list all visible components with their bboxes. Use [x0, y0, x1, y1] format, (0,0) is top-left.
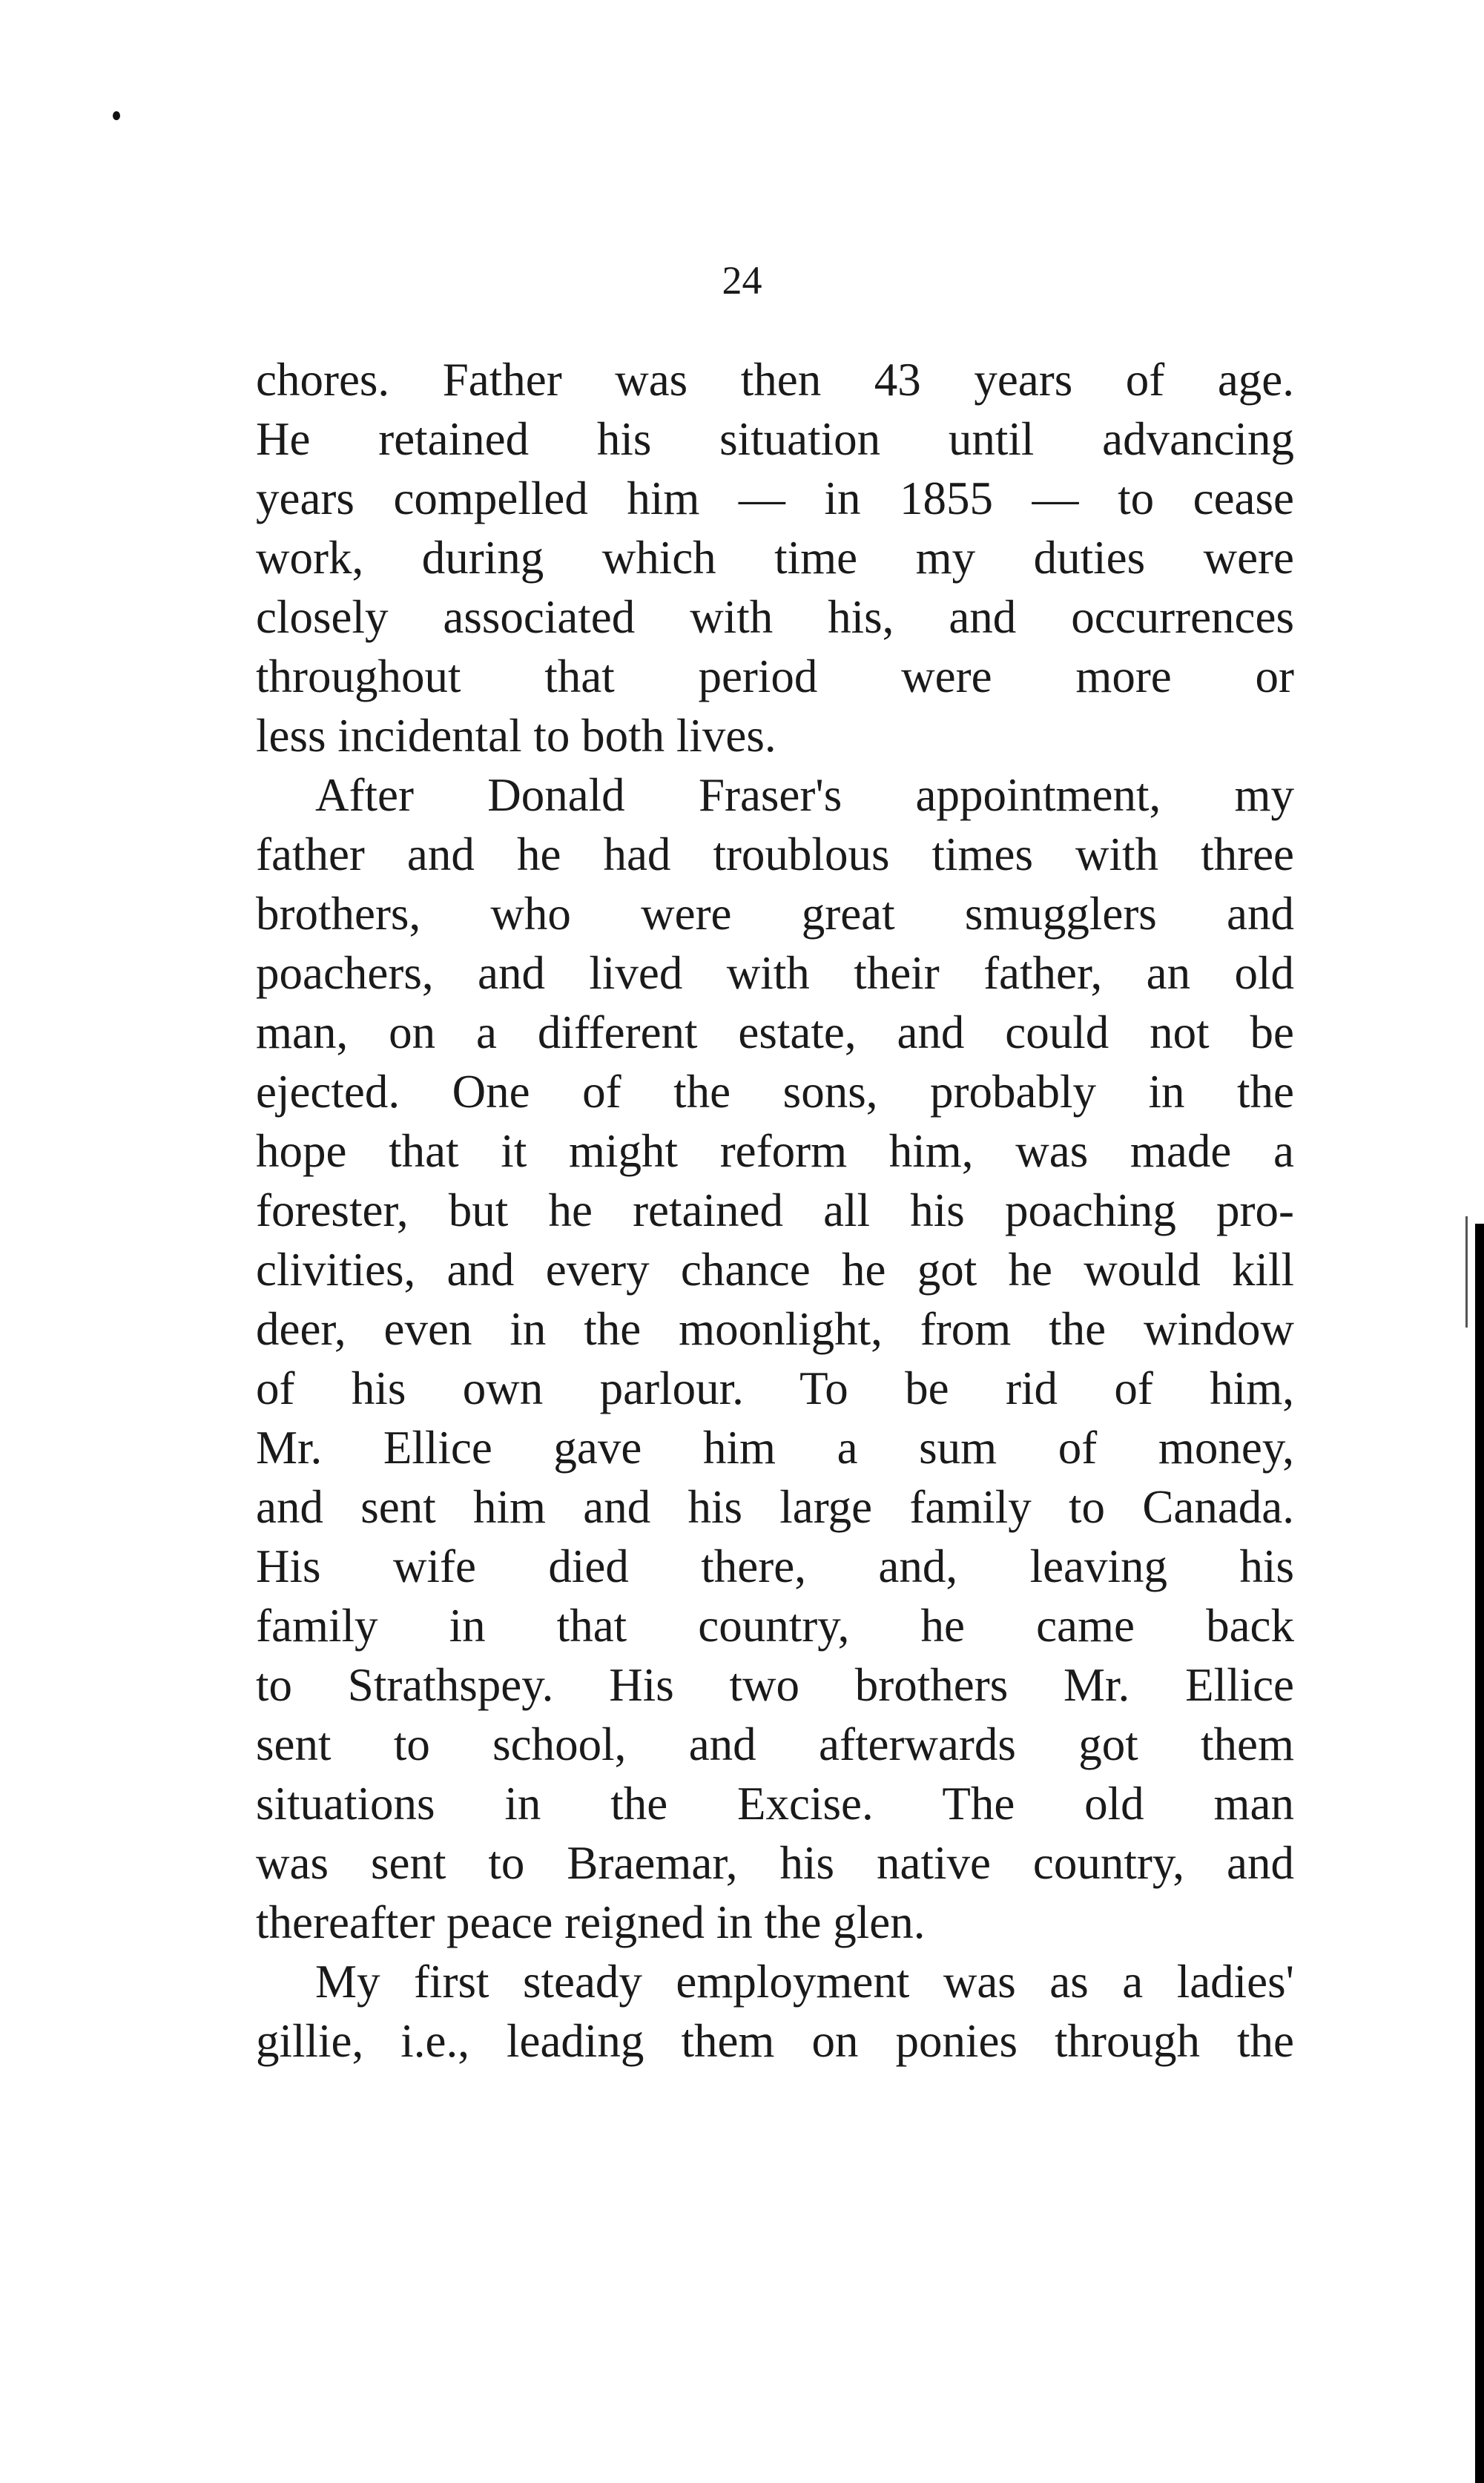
text-line: sent to school, and afterwards got them — [256, 1718, 1294, 1770]
text-line: hope that it might reform him, was made a — [256, 1125, 1294, 1177]
text-line: Mr. Ellice gave him a sum of money, — [256, 1422, 1294, 1474]
body-text — [256, 350, 1294, 2071]
text-line: years compelled him — in 1855 — to cease — [256, 472, 1294, 524]
text-line: thereafter peace reigned in the glen. — [256, 1896, 926, 1948]
text-line: less incidental to both lives. — [256, 710, 776, 762]
text-line: ejected. One of the sons, probably in the — [256, 1066, 1294, 1118]
text-line: work, during which time my duties were — [256, 532, 1294, 584]
text-line: and sent him and his large family to Canada. — [256, 1481, 1294, 1533]
text-line: He retained his situation until advancing — [256, 413, 1294, 465]
text-line: to Strathspey. His two brothers Mr. Ellice — [256, 1659, 1294, 1711]
text-line: closely associated with his, and occurrences — [256, 591, 1294, 643]
text-line: man, on a different estate, and could not be — [256, 1006, 1294, 1058]
text-line: father and he had troublous times with three — [256, 828, 1294, 880]
text-line: deer, even in the moonlight, from the window — [256, 1303, 1294, 1355]
text-line: was sent to Braemar, his native country, and — [256, 1837, 1294, 1889]
page-number: 24 — [722, 258, 762, 303]
text-line: situations in the Excise. The old man — [256, 1778, 1294, 1830]
text-line: chores. Father was then 43 years of age. — [256, 354, 1294, 406]
text-line: My first steady employment was as a ladies' — [315, 1956, 1294, 2008]
text-line: poachers, and lived with their father, an old — [256, 947, 1294, 999]
page-edge-line — [1465, 1216, 1468, 1328]
text-line: gillie, i.e., leading them on ponies through the — [256, 2015, 1294, 2067]
text-line: of his own parlour. To be rid of him, — [256, 1362, 1294, 1414]
text-line: forester, but he retained all his poaching pro- — [256, 1184, 1294, 1236]
text-line: family in that country, he came back — [256, 1600, 1294, 1652]
text-line: clivities, and every chance he got he would kill — [256, 1244, 1294, 1296]
text-line: His wife died there, and, leaving his — [256, 1540, 1294, 1592]
text-line: throughout that period were more or — [256, 650, 1294, 702]
text-line: After Donald Fraser's appointment, my — [315, 769, 1294, 821]
page-edge-shadow — [1475, 1224, 1484, 2483]
ink-speck — [113, 111, 120, 120]
text-line: brothers, who were great smugglers and — [256, 888, 1294, 940]
